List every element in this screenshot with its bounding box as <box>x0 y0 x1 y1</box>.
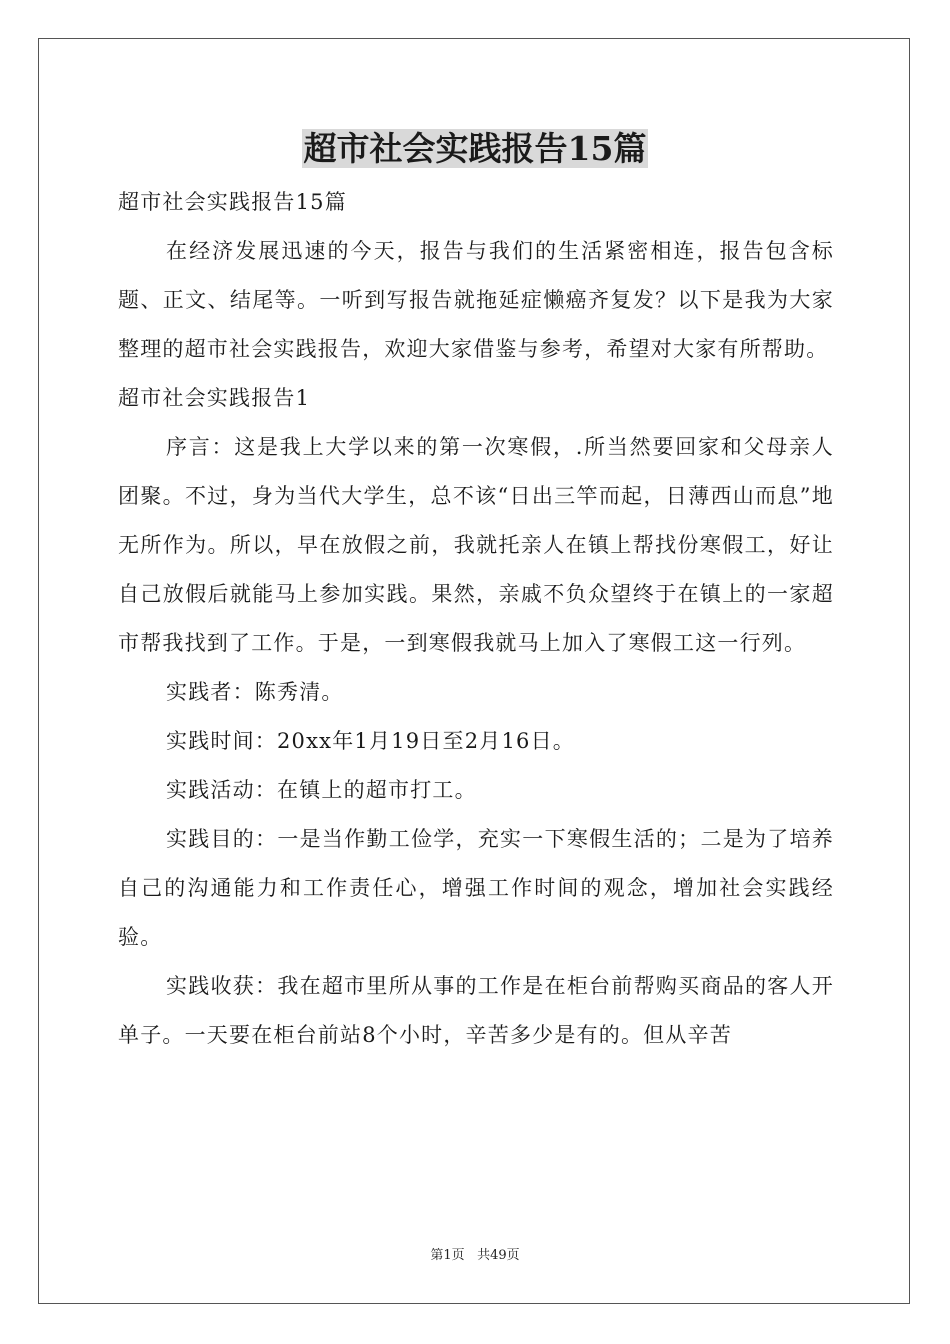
paragraph-preface: 序言：这是我上大学以来的第一次寒假，.所当然要回家和父母亲人团聚。不过，身为当代大学生，总不该“日出三竿而起，日薄西山而息”地无所作为。所以，早在放假之前，我就托亲人在镇上帮找份寒假工，好让自己放假后就能马上参加实践。果然，亲戚不负众望终于在镇上的一家超市帮我找到了工作。于是，一到寒假我就马上加入了寒假工这一行列。 <box>118 435 834 655</box>
page-footer <box>0 1246 950 1266</box>
paragraph-practitioner: 实践者：陈秀清。 <box>166 680 344 704</box>
paragraph-practice-gain: 实践收获：我在超市里所从事的工作是在柜台前帮购买商品的客人开单子。一天要在柜台前站8个小时，辛苦多少是有的。但从辛苦 <box>118 974 834 1047</box>
document-title-text: 超市社会实践报告15篇 <box>303 129 647 168</box>
paragraph-intro: 在经济发展迅速的今天，报告与我们的生活紧密相连，报告包含标题、正文、结尾等。一听到写报告就拖延症懒癌齐复发？以下是我为大家整理的超市社会实践报告，欢迎大家借鉴与参考，希望对大家有所帮助。 <box>118 239 834 361</box>
paragraph-practice-activity: 实践活动：在镇上的超市打工。 <box>166 778 477 802</box>
paragraph-practice-time: 实践时间：20xx年1月19日至2月16日。 <box>166 729 575 753</box>
document-title <box>0 124 950 174</box>
document-body <box>118 178 834 1060</box>
paragraph-subtitle: 超市社会实践报告15篇 <box>118 190 347 214</box>
paragraph-practice-purpose: 实践目的：一是当作勤工俭学，充实一下寒假生活的；二是为了培养自己的沟通能力和工作责任心，增强工作时间的观念，增加社会实践经验。 <box>118 827 834 949</box>
page-total: 共49页 <box>477 1248 520 1263</box>
page-number: 第1页 <box>430 1248 465 1263</box>
paragraph-section-heading: 超市社会实践报告1 <box>118 386 311 410</box>
